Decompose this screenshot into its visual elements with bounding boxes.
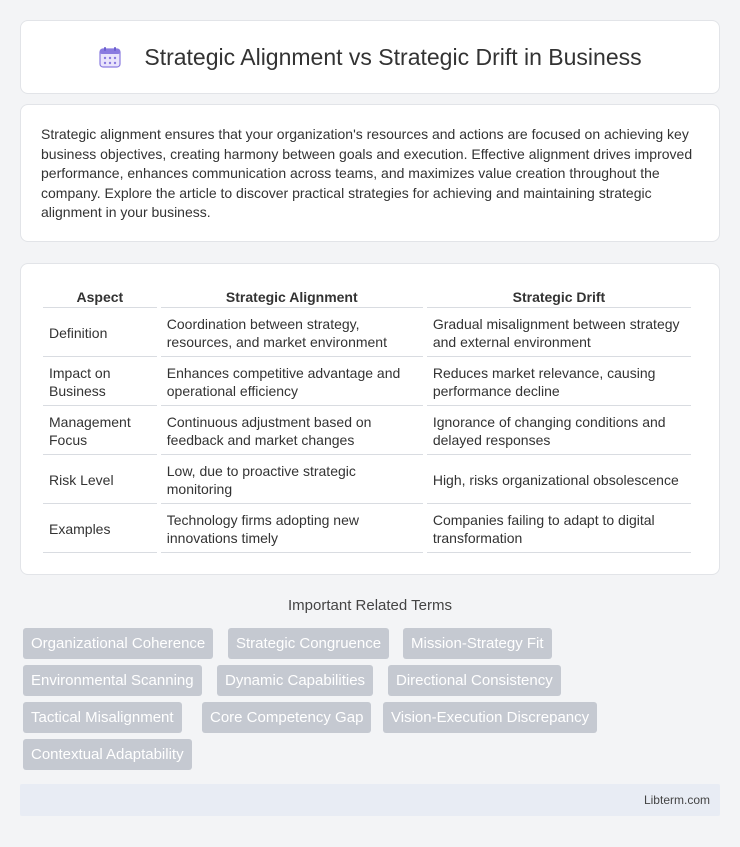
comparison-table-card — [20, 263, 720, 575]
tag-contextual-adaptability[interactable]: Contextual Adaptability — [23, 739, 192, 770]
table-cell: Definition — [43, 308, 157, 357]
table-cell: Ignorance of changing conditions and delayed responses — [427, 406, 691, 455]
footer — [20, 784, 720, 816]
page-title: Strategic Alignment vs Strategic Drift in Business — [144, 43, 642, 70]
intro-paragraph: Strategic alignment ensures that your organization's resources and actions are focused on achieving key business objectives, creating harmony between goals and execution. Effective alignment drives improved performance, enhances communication across teams, and maximizes value creation throughout the company. Explore the article to discover practical strategies for achieving and maintaining strategic alignment in your business. — [41, 126, 693, 221]
intro-card — [20, 104, 720, 242]
tag-tactical-misalignment[interactable]: Tactical Misalignment — [23, 702, 182, 733]
comparison-table — [39, 286, 695, 553]
table-row — [43, 406, 691, 455]
table-cell: Coordination between strategy, resources, and market environment — [161, 308, 423, 357]
table-cell: Continuous adjustment based on feedback and market changes — [161, 406, 423, 455]
table-row — [43, 357, 691, 406]
tag-directional-consistency[interactable]: Directional Consistency — [388, 665, 561, 696]
tag-vision-execution-discrepancy[interactable]: Vision-Execution Discrepancy — [383, 702, 597, 733]
table-cell: Technology firms adopting new innovations timely — [161, 504, 423, 553]
related-terms-title: Important Related Terms — [288, 597, 452, 614]
header-card — [20, 20, 720, 94]
tag-core-competency-gap[interactable]: Core Competency Gap — [202, 702, 371, 733]
table-cell: Enhances competitive advantage and operational efficiency — [161, 357, 423, 406]
tag-mission-strategy-fit[interactable]: Mission-Strategy Fit — [403, 628, 552, 659]
tag-organizational-coherence[interactable]: Organizational Coherence — [23, 628, 213, 659]
table-cell: Low, due to proactive strategic monitoring — [161, 455, 423, 504]
header-strategic-alignment: Strategic Alignment — [161, 286, 423, 308]
table-row — [43, 308, 691, 357]
table-cell: Gradual misalignment between strategy and external environment — [427, 308, 691, 357]
table-cell: Impact on Business — [43, 357, 157, 406]
table-cell: High, risks organizational obsolescence — [427, 455, 691, 504]
table-cell: Reduces market relevance, causing performance decline — [427, 357, 691, 406]
header — [98, 44, 641, 71]
tag-environmental-scanning[interactable]: Environmental Scanning — [23, 665, 202, 696]
tag-strategic-congruence[interactable]: Strategic Congruence — [228, 628, 389, 659]
table-cell: Risk Level — [43, 455, 157, 504]
table-cell: Companies failing to adapt to digital transformation — [427, 504, 691, 553]
table-cell: Management Focus — [43, 406, 157, 455]
calendar-icon — [98, 45, 122, 69]
table-row — [43, 455, 691, 504]
table-cell: Examples — [43, 504, 157, 553]
header-aspect: Aspect — [43, 286, 157, 308]
header-strategic-drift: Strategic Drift — [427, 286, 691, 308]
tag-dynamic-capabilities[interactable]: Dynamic Capabilities — [217, 665, 373, 696]
table-row — [43, 504, 691, 553]
footer-site-link[interactable]: Libterm.com — [643, 793, 710, 807]
table-header-row — [43, 286, 691, 308]
